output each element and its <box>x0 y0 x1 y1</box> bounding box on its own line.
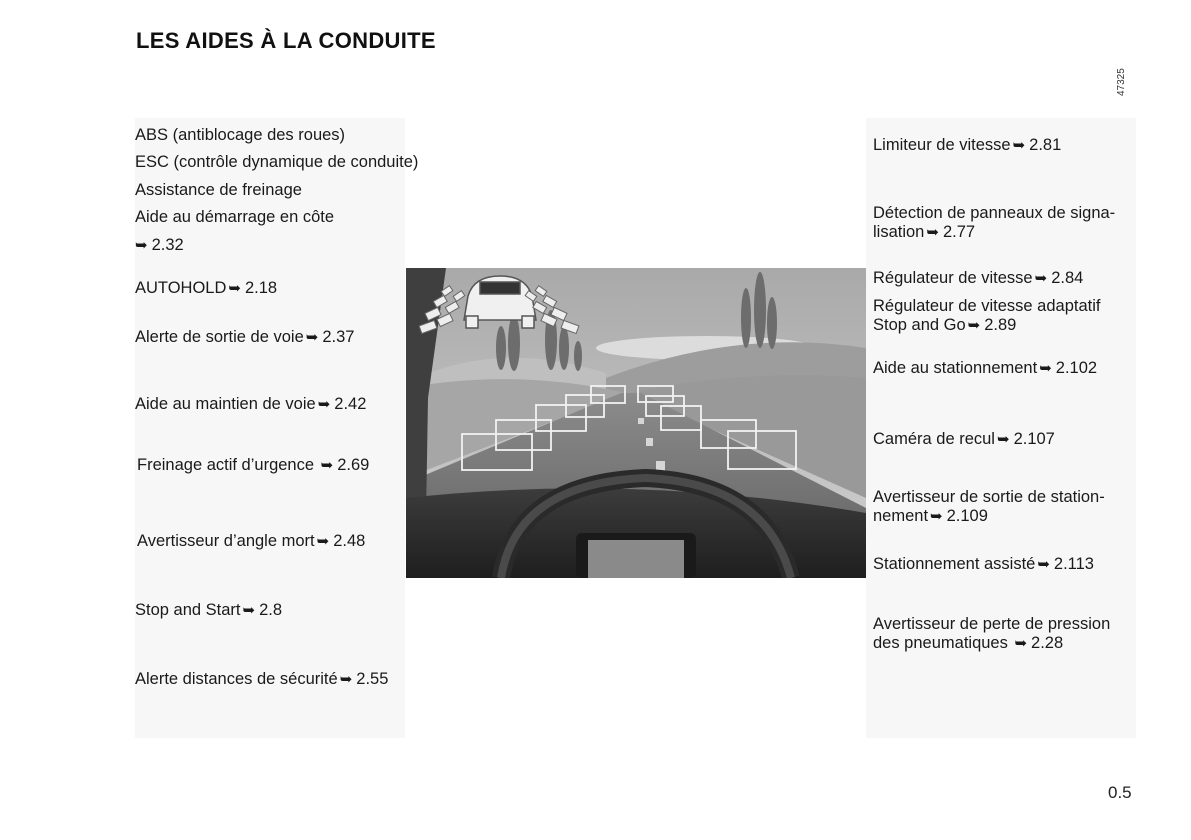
reference-arrow-icon: ➥ <box>317 396 331 413</box>
item-hill-start[interactable]: Aide au démarrage en côte <box>135 208 335 226</box>
item-abs[interactable]: ABS (antiblocage des roues) <box>135 126 346 144</box>
reference-arrow-icon: ➥ <box>320 457 334 474</box>
reference-arrow-icon: ➥ <box>1034 270 1048 287</box>
reference-arrow-icon: ➥ <box>339 671 353 688</box>
reference-arrow-icon: ➥ <box>228 280 241 297</box>
item-parking-aid[interactable]: Aide au stationnement ➥ 2.102 <box>873 359 1098 377</box>
item-emergency-braking[interactable]: Freinage actif d’urgence ➥ 2.69 <box>137 456 370 474</box>
item-rear-camera[interactable]: Caméra de recul ➥ 2.107 <box>873 430 1055 448</box>
item-cruise-control[interactable]: Régulateur de vitesse ➥ 2.84 <box>873 269 1084 287</box>
item-lane-keeping[interactable]: Aide au maintien de voie ➥ 2.42 <box>135 395 367 413</box>
reference-arrow-icon: ➥ <box>1039 360 1052 377</box>
item-speed-limiter[interactable]: Limiteur de vitesse ➥ 2.81 <box>873 136 1062 154</box>
reference-arrow-icon: ➥ <box>1037 556 1050 573</box>
item-blind-spot[interactable]: Avertisseur d’angle mort ➥ 2.48 <box>137 532 366 550</box>
left-column <box>135 118 419 738</box>
reference-arrow-icon: ➥ <box>316 533 330 550</box>
reference-arrow-icon: ➥ <box>242 602 256 619</box>
item-parking-exit[interactable]: Avertisseur de sortie de station- nement ➥ 2.109 <box>873 488 1105 525</box>
item-tpms[interactable]: Avertisseur de perte de pression des pneumatiques ➥ 2.28 <box>873 615 1111 652</box>
page-title: LES AIDES À LA CONDUITE <box>136 28 436 53</box>
reference-arrow-icon: ➥ <box>1014 635 1028 652</box>
reference-arrow-icon: ➥ <box>305 329 319 346</box>
item-safety-distance[interactable]: Alerte distances de sécurité ➥ 2.55 <box>135 670 389 688</box>
item-assisted-parking[interactable]: Stationnement assisté ➥ 2.113 <box>873 555 1094 573</box>
reference-arrow-icon: ➥ <box>996 431 1010 448</box>
driving-aids-illustration <box>406 268 866 578</box>
reference-arrow-icon: ➥ <box>926 224 939 241</box>
item-brake-assist[interactable]: Assistance de freinage <box>135 181 302 199</box>
item-esc[interactable]: ESC (contrôle dynamique de conduite) <box>135 153 419 171</box>
item-adaptive-cruise[interactable]: Régulateur de vitesse adaptatif Stop and Go ➥ 2.89 <box>873 297 1101 334</box>
reference-arrow-icon: ➥ <box>1012 137 1026 154</box>
item-group1-reference[interactable]: ➥ 2.32 <box>135 236 184 254</box>
right-column <box>866 118 1136 738</box>
item-autohold[interactable]: AUTOHOLD ➥ 2.18 <box>135 279 278 297</box>
item-lane-departure[interactable]: Alerte de sortie de voie ➥ 2.37 <box>135 328 355 346</box>
item-stop-start[interactable]: Stop and Start ➥ 2.8 <box>135 601 283 619</box>
front-car-icon <box>464 276 536 328</box>
reference-arrow-icon: ➥ <box>967 317 981 334</box>
item-sign-detection[interactable]: Détection de panneaux de signa- lisation ➥ 2.77 <box>873 204 1116 241</box>
reference-arrow-icon: ➥ <box>135 237 148 254</box>
reference-arrow-icon: ➥ <box>930 508 943 525</box>
figure-reference-code: 47325 <box>1116 68 1127 96</box>
page-number: 0.5 <box>1108 783 1132 802</box>
